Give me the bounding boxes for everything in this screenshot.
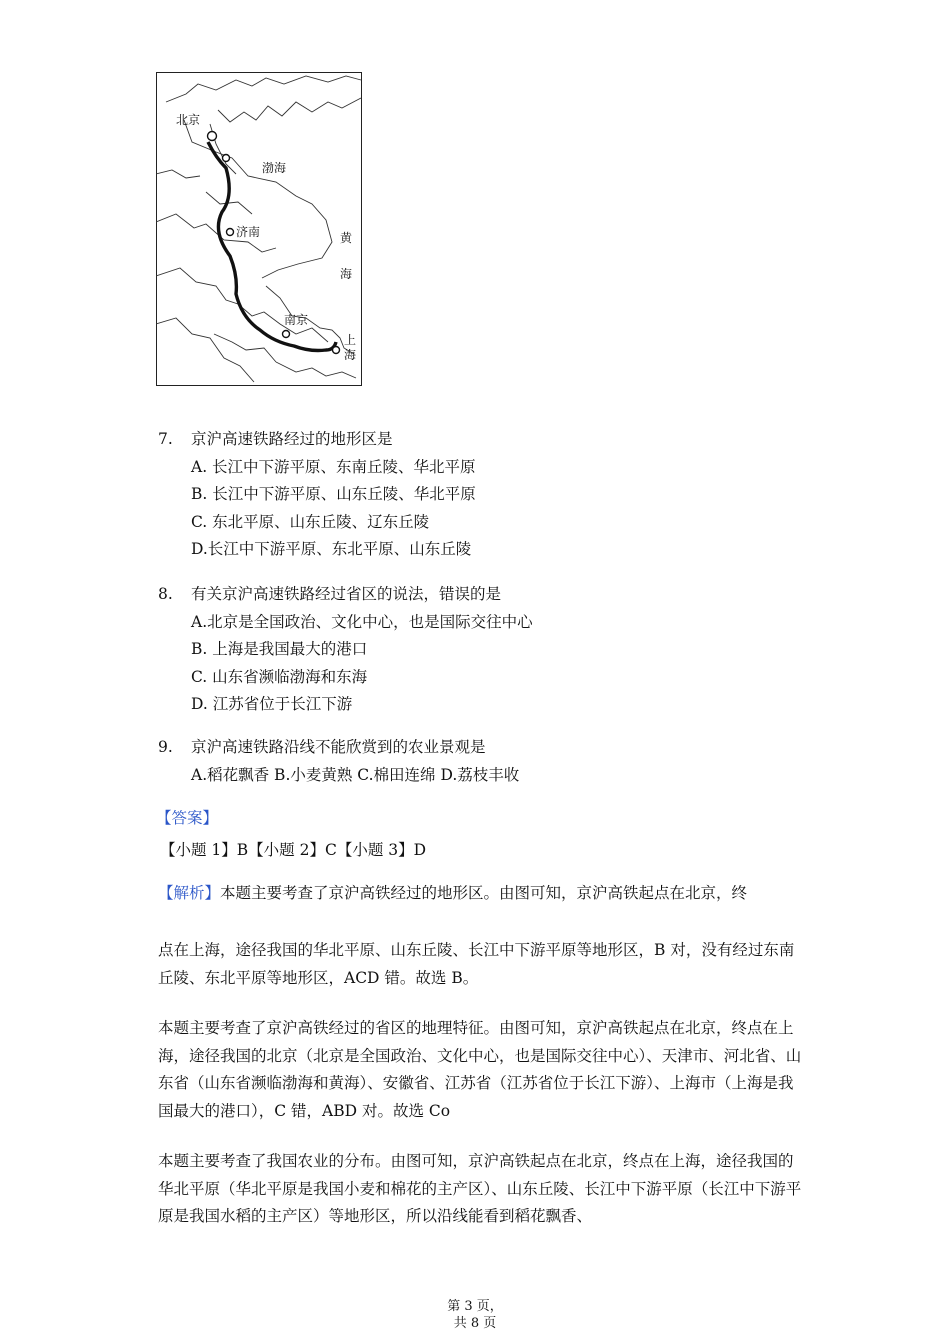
answer-text: 【小题 1】B【小题 2】C【小题 3】D xyxy=(160,841,427,859)
option-d: D.长江中下游平原、东北平原、山东丘陵 xyxy=(191,540,472,558)
label-nanjing: 南京 xyxy=(284,313,309,327)
analysis-paragraph-3: 本题主要考查了我国农业的分布。由图可知，京沪高铁起点在北京，终点在上海，途径我国的华北平原（华北平原是我国小麦和棉花的主产区）、山东丘陵、长江中下游平原（长江中下游平原是我国水稻的主产区）等地形区，所以沿线能看到稻花飘香、 xyxy=(158,1152,802,1225)
option-a: A.北京是全国政治、文化中心，也是国际交往中心 xyxy=(191,612,533,631)
label-shanghai-hai: 海 xyxy=(344,348,357,362)
footer-page-total: 共 8 页 xyxy=(453,1316,497,1331)
railway-map xyxy=(156,72,362,386)
tianjin-marker xyxy=(223,155,230,162)
beijing-marker xyxy=(208,132,217,141)
option-c: C. 东北平原、山东丘陵、辽东丘陵 xyxy=(191,512,430,531)
label-huang: 黄 xyxy=(340,231,353,245)
analysis-text-1: 本题主要考查了京沪高铁经过的地形区。由图可知，京沪高铁起点在北京，终 xyxy=(220,884,748,902)
question-8 xyxy=(158,581,533,719)
shanghai-marker xyxy=(333,347,340,354)
question-stem: 有关京沪高速铁路经过省区的说法，错误的是 xyxy=(191,585,502,603)
option-c: C. 山东省濒临渤海和东海 xyxy=(191,667,368,686)
analysis-paragraph-1b: 点在上海，途径我国的华北平原、山东丘陵、长江中下游平原等地形区，B 对，没有经过东南丘陵、东北平原等地形区，ACD 错。故选 B。 xyxy=(158,941,795,987)
answer-label: 【答案】 xyxy=(156,809,219,827)
question-stem: 京沪高速铁路经过的地形区是 xyxy=(191,430,393,448)
label-jinan: 济南 xyxy=(236,225,261,239)
analysis-label: 【解析】 xyxy=(158,884,221,902)
nanjing-marker xyxy=(283,331,290,338)
footer-page-number: 第 3 页， xyxy=(447,1299,503,1314)
option-b: B. 长江中下游平原、山东丘陵、华北平原 xyxy=(191,485,476,503)
label-shang: 上 xyxy=(344,333,357,347)
question-number: 8. xyxy=(158,585,173,603)
analysis-paragraph-2: 本题主要考查了京沪高铁经过的省区的地理特征。由图可知，京沪高铁起点在北京，终点在上海，途径我国的北京（北京是全国政治、文化中心，也是国际交往中心）、天津市、河北省、山东省（山东省濒临渤海和黄海）、安徽省、江苏省（江苏省位于长江下游）、上海市（上海是我国最大的港口），C 错，ABD 对。故选 Co xyxy=(158,1019,802,1120)
question-number: 9. xyxy=(158,738,173,756)
question-number: 7. xyxy=(158,430,173,448)
question-7 xyxy=(158,426,476,564)
label-bohai: 渤海 xyxy=(262,161,287,175)
label-hai: 海 xyxy=(340,267,353,281)
page-footer xyxy=(0,1298,950,1332)
jinan-marker xyxy=(227,229,234,236)
analysis-paragraph-1 xyxy=(158,880,808,908)
label-beijing: 北京 xyxy=(176,113,201,127)
option-d: D. 江苏省位于长江下游 xyxy=(191,695,353,713)
option-row: A.稻花飘香 B.小麦黄熟 C.棉田连绵 D.荔枝丰收 xyxy=(191,765,520,784)
question-stem: 京沪高速铁路沿线不能欣赏到的农业景观是 xyxy=(191,738,486,756)
question-9 xyxy=(158,734,519,789)
option-a: A. 长江中下游平原、东南丘陵、华北平原 xyxy=(191,457,476,476)
map-svg xyxy=(156,72,362,386)
option-b: B. 上海是我国最大的港口 xyxy=(191,640,368,658)
